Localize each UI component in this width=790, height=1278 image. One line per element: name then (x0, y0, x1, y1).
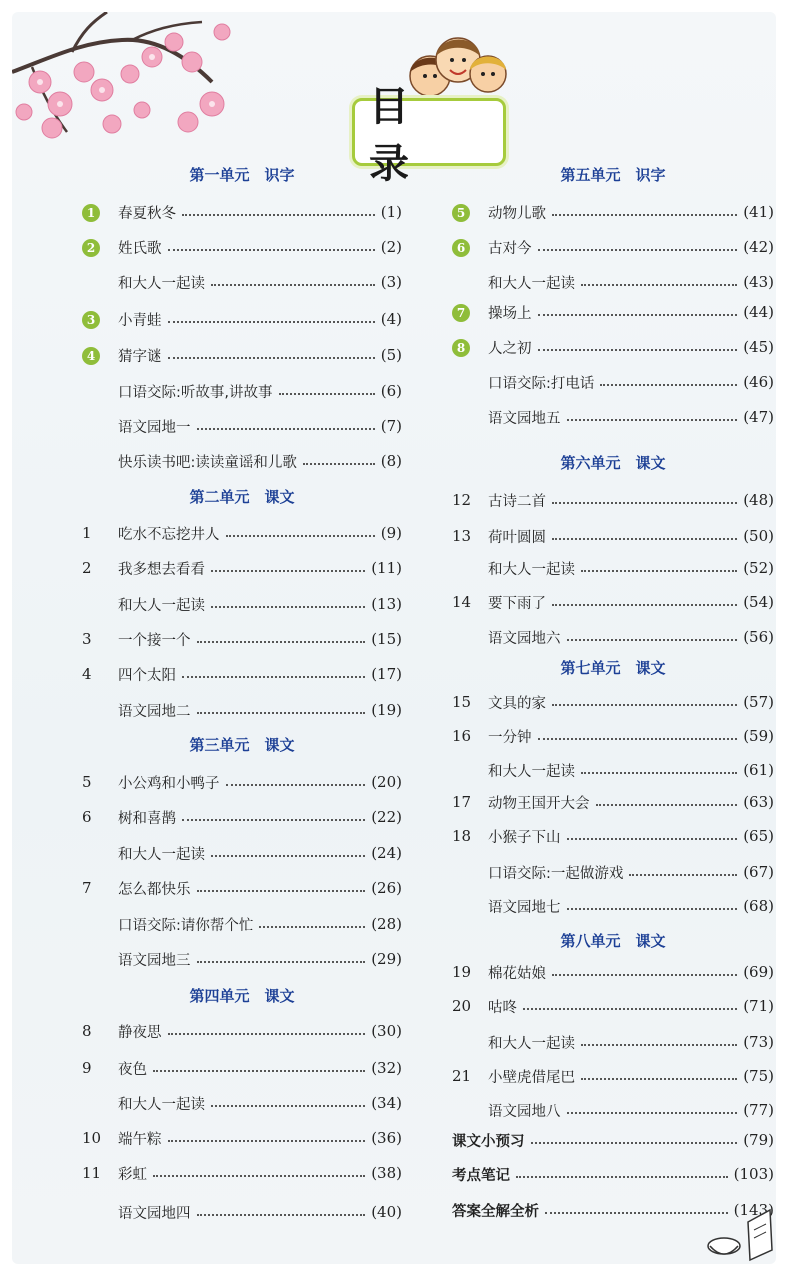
lesson-number: 13 (452, 527, 472, 545)
toc-entry[interactable] (82, 556, 402, 580)
page-number: (32) (371, 1059, 402, 1077)
page-number: (26) (371, 879, 402, 897)
dot-leader (197, 712, 366, 714)
entry-title: 小公鸡和小鸭子 (118, 775, 220, 792)
page-number: (63) (743, 793, 774, 811)
dot-leader (552, 704, 737, 706)
lesson-badge-circle: 8 (452, 339, 470, 357)
page-number: (69) (743, 963, 774, 981)
lesson-number: 9 (82, 1059, 92, 1077)
toc-entry[interactable] (82, 912, 402, 936)
unit-heading: 第五单元 识字 (560, 166, 666, 184)
entry-title: 课文小预习 (452, 1133, 525, 1150)
entry-title: 口语交际:请你帮个忙 (118, 917, 254, 934)
lesson-number-badge (82, 203, 118, 222)
toc-entry[interactable] (452, 1128, 774, 1152)
entry-title: 一个接一个 (118, 632, 191, 649)
toc-entry[interactable] (452, 1064, 774, 1088)
toc-entry[interactable] (82, 521, 402, 545)
entry-title: 吃水不忘挖井人 (118, 526, 220, 543)
entry-title: 语文园地五 (488, 410, 561, 427)
entry-title: 怎么都快乐 (118, 881, 191, 898)
lesson-number-badge (452, 203, 488, 222)
page-number: (57) (743, 693, 774, 711)
page-number: (2) (380, 238, 402, 256)
page-number: (42) (743, 238, 774, 256)
lesson-number-badge (452, 238, 488, 257)
lesson-number: 14 (452, 593, 472, 611)
page-number: (38) (371, 1164, 402, 1182)
entry-title: 答案全解全析 (452, 1203, 539, 1220)
page-number: (15) (371, 630, 402, 648)
toc-entry[interactable] (82, 307, 402, 331)
lesson-badge-circle: 3 (82, 311, 100, 329)
book-teacup-decoration (696, 1194, 776, 1264)
dot-leader (581, 1044, 737, 1046)
page-number: (45) (743, 338, 774, 356)
entry-title: 操场上 (488, 305, 532, 322)
toc-entry[interactable] (82, 1019, 402, 1043)
lesson-number: 3 (82, 630, 92, 648)
dot-leader (168, 357, 375, 359)
entry-title: 春夏秋冬 (118, 205, 176, 222)
lesson-number: 11 (82, 1164, 102, 1182)
dot-leader (197, 641, 366, 643)
lesson-number-badge (452, 303, 488, 322)
toc-entry[interactable] (82, 662, 402, 686)
unit-heading: 第八单元 课文 (560, 932, 666, 950)
toc-entry[interactable] (82, 200, 402, 224)
title-box (352, 84, 506, 187)
toc-entry[interactable] (452, 960, 774, 984)
toc-entry[interactable] (82, 770, 402, 794)
dot-leader (552, 974, 737, 976)
toc-entry[interactable] (452, 405, 774, 429)
toc-entry[interactable] (82, 627, 402, 651)
dot-leader (552, 214, 737, 216)
lesson-number: 7 (82, 879, 92, 897)
page-number: (43) (743, 273, 774, 291)
page-number: (36) (371, 1129, 402, 1147)
toc-entry[interactable] (452, 590, 774, 614)
dot-leader (567, 908, 738, 910)
dot-leader (567, 838, 738, 840)
toc-entry[interactable] (82, 414, 402, 438)
entry-title: 咕咚 (488, 999, 517, 1016)
dot-leader (182, 676, 365, 678)
page-number: (54) (743, 593, 774, 611)
dot-leader (168, 1140, 366, 1142)
entry-title: 古对今 (488, 240, 532, 257)
entry-title: 口语交际:打电话 (488, 375, 595, 392)
dot-leader (596, 804, 738, 806)
entry-title: 和大人一起读 (488, 561, 575, 578)
toc-entry[interactable] (82, 947, 402, 971)
page-number: (50) (743, 527, 774, 545)
page-number: (46) (743, 373, 774, 391)
toc-entry[interactable] (452, 370, 774, 394)
lesson-number: 6 (82, 808, 92, 826)
page-number: (65) (743, 827, 774, 845)
lesson-number-badge (452, 338, 488, 357)
cherry-blossom-decoration (12, 12, 252, 162)
toc-entry[interactable] (452, 200, 774, 224)
page-number: (1) (380, 203, 402, 221)
entry-title: 四个太阳 (118, 667, 176, 684)
page-number: (8) (380, 452, 402, 470)
dot-leader (182, 214, 375, 216)
entry-title: 和大人一起读 (488, 1035, 575, 1052)
entry-title: 文具的家 (488, 695, 546, 712)
lesson-number-badge (82, 346, 118, 365)
lesson-number: 8 (82, 1022, 92, 1040)
dot-leader (538, 349, 738, 351)
lesson-number: 17 (452, 793, 472, 811)
lesson-number: 10 (82, 1129, 102, 1147)
page-number: (103) (733, 1165, 774, 1183)
entry-title: 快乐读书吧:读读童谣和儿歌 (118, 454, 297, 471)
entry-title: 古诗二首 (488, 493, 546, 510)
page-number: (19) (371, 701, 402, 719)
page-number: (34) (371, 1094, 402, 1112)
page-number: (143) (733, 1201, 774, 1219)
dot-leader (581, 570, 737, 572)
toc-entry[interactable] (452, 270, 774, 294)
page-number: (41) (743, 203, 774, 221)
toc-entry[interactable] (452, 824, 774, 848)
unit-heading: 第七单元 课文 (560, 659, 666, 677)
page-number: (75) (743, 1067, 774, 1085)
page-number: (68) (743, 897, 774, 915)
page-number: (24) (371, 844, 402, 862)
entry-title: 语文园地四 (118, 1205, 191, 1222)
dot-leader (567, 639, 738, 641)
dot-leader (600, 384, 737, 386)
entry-title: 语文园地二 (118, 703, 191, 720)
dot-leader (538, 314, 738, 316)
unit-heading: 第一单元 识字 (189, 166, 295, 184)
lesson-number: 2 (82, 559, 92, 577)
entry-title: 动物王国开大会 (488, 795, 590, 812)
dot-leader (226, 535, 375, 537)
dot-leader (211, 1105, 365, 1107)
unit-heading: 第三单元 课文 (189, 736, 295, 754)
lesson-number: 12 (452, 491, 472, 509)
entry-title: 语文园地一 (118, 419, 191, 436)
lesson-number: 20 (452, 997, 472, 1015)
unit-heading: 第六单元 课文 (560, 454, 666, 472)
entry-title: 语文园地三 (118, 952, 191, 969)
page-number: (47) (743, 408, 774, 426)
dot-leader (552, 538, 737, 540)
lesson-number-badge (82, 310, 118, 329)
toc-entry[interactable] (82, 270, 402, 294)
toc-entry[interactable] (452, 300, 774, 324)
page-number: (13) (371, 595, 402, 613)
page-number: (48) (743, 491, 774, 509)
page-number: (79) (743, 1131, 774, 1149)
lesson-badge-circle: 1 (82, 204, 100, 222)
dot-leader (567, 1112, 738, 1114)
toc-entry[interactable] (452, 488, 774, 512)
entry-title: 人之初 (488, 340, 532, 357)
toc-entry[interactable] (452, 1030, 774, 1054)
entry-title: 小猴子下山 (488, 829, 561, 846)
page-number: (73) (743, 1033, 774, 1051)
page-number: (20) (371, 773, 402, 791)
dot-leader (629, 874, 737, 876)
lesson-badge-circle: 7 (452, 304, 470, 322)
toc-page (12, 12, 776, 1264)
toc-entry[interactable] (82, 1091, 402, 1115)
dot-leader (531, 1142, 738, 1144)
page-number: (59) (743, 727, 774, 745)
dot-leader (538, 249, 738, 251)
dot-leader (153, 1070, 365, 1072)
dot-leader (567, 419, 738, 421)
dot-leader (153, 1175, 365, 1177)
toc-entry[interactable] (452, 1098, 774, 1122)
toc-entry[interactable] (452, 690, 774, 714)
lesson-number: 18 (452, 827, 472, 845)
page-number: (5) (380, 346, 402, 364)
entry-title: 姓氏歌 (118, 240, 162, 257)
dot-leader (552, 604, 737, 606)
toc-entry[interactable] (82, 698, 402, 722)
toc-entry[interactable] (452, 994, 774, 1018)
dot-leader (211, 284, 375, 286)
entry-title: 口语交际:一起做游戏 (488, 865, 624, 882)
entry-title: 动物儿歌 (488, 205, 546, 222)
page-title: 目 录 (369, 84, 423, 187)
entry-title: 和大人一起读 (118, 597, 205, 614)
dot-leader (516, 1176, 728, 1178)
entry-title: 口语交际:听故事,讲故事 (118, 384, 273, 401)
toc-entry[interactable] (82, 1161, 402, 1185)
lesson-number: 16 (452, 727, 472, 745)
dot-leader (211, 855, 365, 857)
dot-leader (581, 284, 737, 286)
entry-title: 和大人一起读 (488, 763, 575, 780)
entry-title: 和大人一起读 (118, 1096, 205, 1113)
lesson-number: 21 (452, 1067, 472, 1085)
entry-title: 一分钟 (488, 729, 532, 746)
dot-leader (211, 606, 365, 608)
dot-leader (538, 738, 738, 740)
page-number: (4) (380, 310, 402, 328)
page-number: (61) (743, 761, 774, 779)
entry-title: 猜字谜 (118, 348, 162, 365)
page-number: (56) (743, 628, 774, 646)
entry-title: 考点笔记 (452, 1167, 510, 1184)
page-number: (52) (743, 559, 774, 577)
toc-entry[interactable] (452, 790, 774, 814)
lesson-number: 4 (82, 665, 92, 683)
page-number: (9) (380, 524, 402, 542)
page-number: (6) (380, 382, 402, 400)
entry-title: 端午粽 (118, 1131, 162, 1148)
dot-leader (552, 502, 737, 504)
dot-leader (303, 463, 375, 465)
toc-entry[interactable] (452, 860, 774, 884)
toc-entry[interactable] (452, 758, 774, 782)
page-number: (40) (371, 1203, 402, 1221)
toc-entry[interactable] (82, 592, 402, 616)
entry-title: 我多想去看看 (118, 561, 205, 578)
entry-title: 树和喜鹊 (118, 810, 176, 827)
lesson-number-badge (82, 238, 118, 257)
page-number: (30) (371, 1022, 402, 1040)
entry-title: 荷叶圆圆 (488, 529, 546, 546)
dot-leader (581, 1078, 737, 1080)
toc-entry[interactable] (452, 524, 774, 548)
toc-entry[interactable] (452, 894, 774, 918)
toc-entry[interactable] (82, 876, 402, 900)
dot-leader (211, 570, 365, 572)
page-number: (29) (371, 950, 402, 968)
entry-title: 棉花姑娘 (488, 965, 546, 982)
dot-leader (168, 249, 375, 251)
dot-leader (197, 961, 366, 963)
toc-entry[interactable] (452, 556, 774, 580)
toc-entry[interactable] (452, 625, 774, 649)
dot-leader (226, 784, 366, 786)
toc-entry[interactable] (452, 1162, 774, 1186)
dot-leader (182, 819, 365, 821)
toc-entry[interactable] (82, 343, 402, 367)
dot-leader (581, 772, 737, 774)
page-number: (7) (380, 417, 402, 435)
toc-entry[interactable] (82, 841, 402, 865)
unit-heading: 第二单元 课文 (189, 488, 295, 506)
toc-entry[interactable] (82, 235, 402, 259)
toc-entry[interactable] (452, 235, 774, 259)
lesson-badge-circle: 4 (82, 347, 100, 365)
dot-leader (197, 890, 366, 892)
toc-entry[interactable] (452, 335, 774, 359)
toc-entry[interactable] (82, 805, 402, 829)
entry-title: 语文园地七 (488, 899, 561, 916)
toc-entry[interactable] (82, 449, 402, 473)
entry-title: 和大人一起读 (118, 275, 205, 292)
entry-title: 语文园地八 (488, 1103, 561, 1120)
page-number: (28) (371, 915, 402, 933)
unit-heading: 第四单元 课文 (189, 987, 295, 1005)
toc-entry[interactable] (82, 1056, 402, 1080)
dot-leader (279, 393, 375, 395)
lesson-number: 5 (82, 773, 92, 791)
dot-leader (168, 1033, 366, 1035)
toc-entry[interactable] (82, 1126, 402, 1150)
lesson-number: 19 (452, 963, 472, 981)
entry-title: 小青蛙 (118, 312, 162, 329)
entry-title: 静夜思 (118, 1024, 162, 1041)
toc-entry[interactable] (452, 724, 774, 748)
page-number: (67) (743, 863, 774, 881)
dot-leader (197, 1214, 366, 1216)
entry-title: 彩虹 (118, 1166, 147, 1183)
dot-leader (168, 321, 375, 323)
page-number: (17) (371, 665, 402, 683)
entry-title: 和大人一起读 (118, 846, 205, 863)
entry-title: 和大人一起读 (488, 275, 575, 292)
page-number: (77) (743, 1101, 774, 1119)
entry-title: 小壁虎借尾巴 (488, 1069, 575, 1086)
page-number: (22) (371, 808, 402, 826)
lesson-badge-circle: 2 (82, 239, 100, 257)
lesson-badge-circle: 5 (452, 204, 470, 222)
toc-entry[interactable] (82, 379, 402, 403)
dot-leader (259, 926, 365, 928)
page-number: (11) (371, 559, 402, 577)
entry-title: 要下雨了 (488, 595, 546, 612)
lesson-badge-circle: 6 (452, 239, 470, 257)
page-number: (44) (743, 303, 774, 321)
entry-title: 夜色 (118, 1061, 147, 1078)
page-number: (3) (380, 273, 402, 291)
lesson-number: 15 (452, 693, 472, 711)
toc-entry[interactable] (82, 1200, 402, 1224)
entry-title: 语文园地六 (488, 630, 561, 647)
dot-leader (197, 428, 375, 430)
lesson-number: 1 (82, 524, 92, 542)
page-number: (71) (743, 997, 774, 1015)
dot-leader (523, 1008, 737, 1010)
